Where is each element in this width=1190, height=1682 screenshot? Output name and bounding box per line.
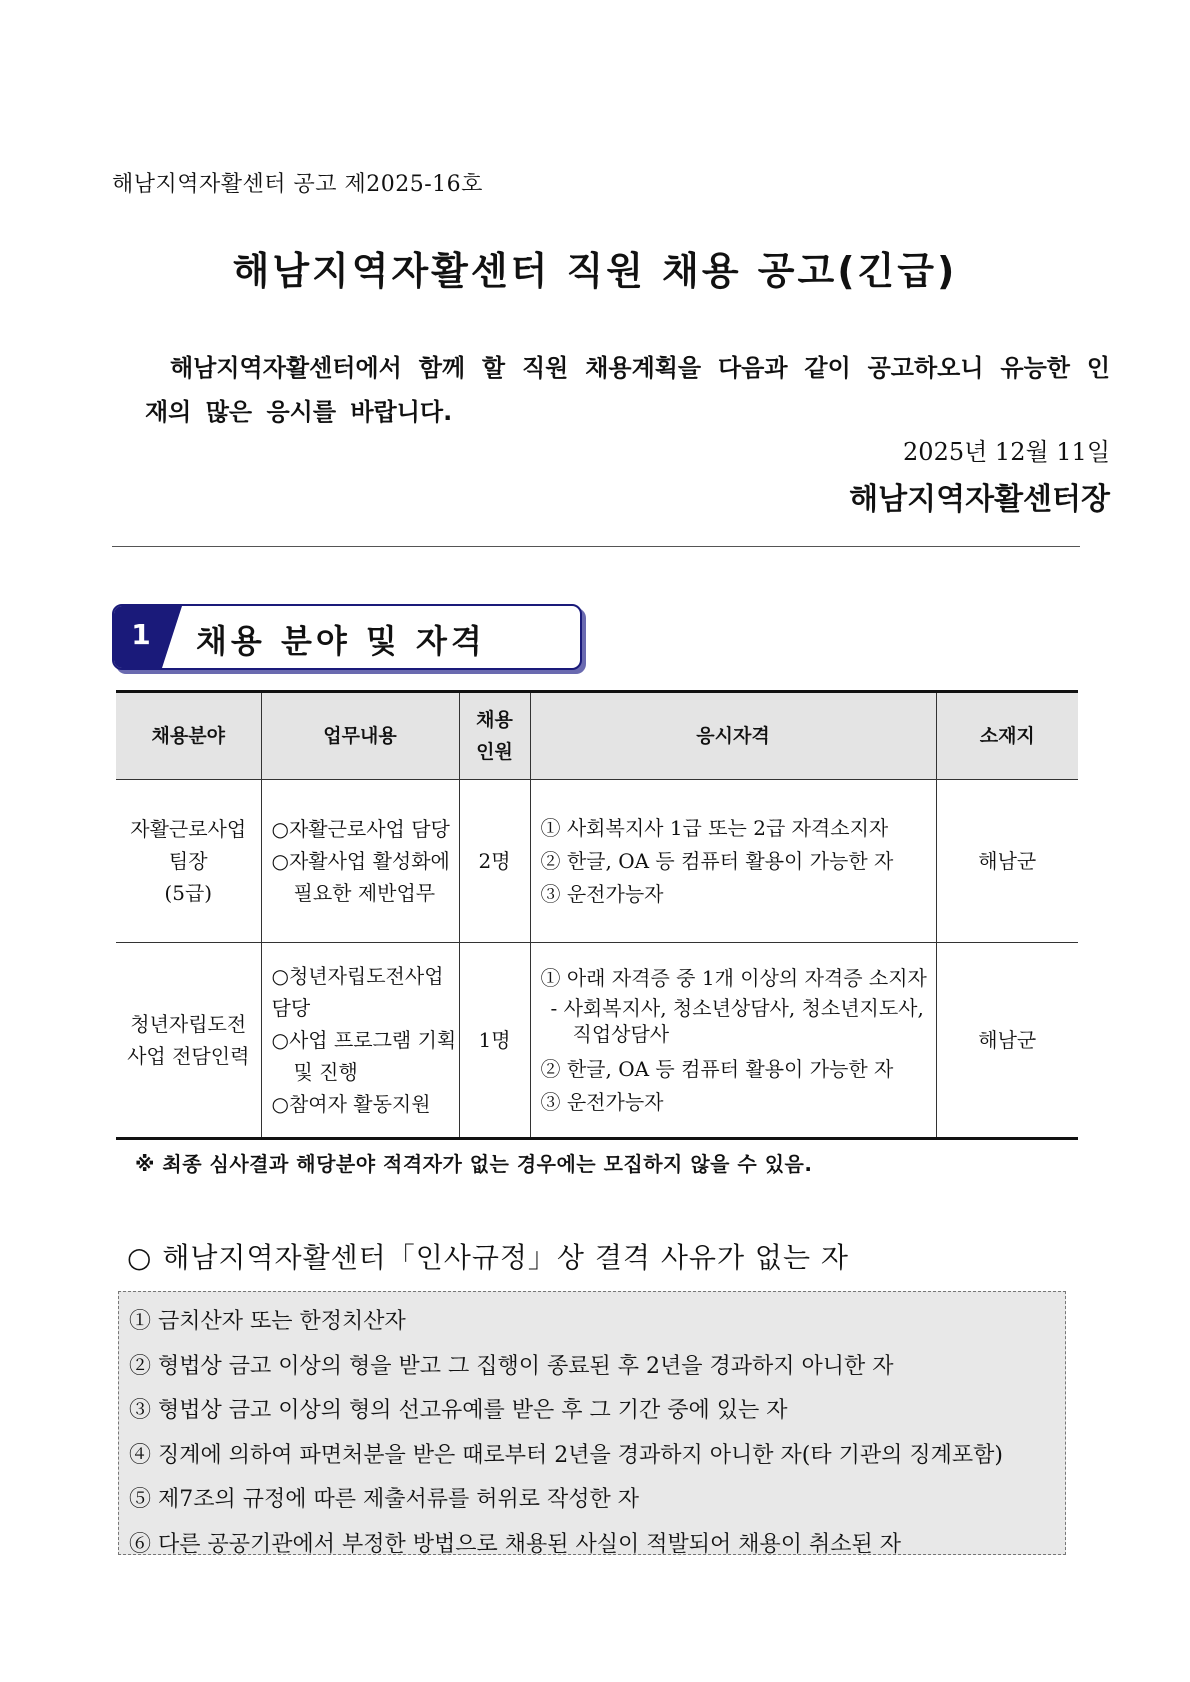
table-row: [116, 780, 1078, 943]
cell-location: 해남군: [936, 780, 1078, 943]
duty-line: ○참여자 활동지원: [271, 1092, 431, 1116]
field-line: 자활근로사업: [130, 817, 247, 841]
duty-line: 필요한 제반업무: [293, 881, 436, 905]
header-divider: [112, 546, 1080, 547]
qual-line: 직업상담사: [572, 1021, 670, 1046]
cell-location: 해남군: [936, 943, 1078, 1139]
cell-duties: [261, 780, 459, 943]
intro-paragraph: 해남지역자활센터에서 함께 할 직원 채용계획을 다음과 같이 공고하오니 유능한 인재의 많은 응시를 바랍니다.: [145, 354, 1110, 426]
field-line: (5급): [164, 881, 213, 905]
header-qualifications: 응시자격: [530, 692, 936, 780]
cell-duties: [261, 943, 459, 1139]
field-line: 사업 전담인력: [127, 1044, 250, 1068]
header-count-line1: 채용: [476, 709, 513, 731]
page-title: 해남지역자활센터 직원 채용 공고(긴급): [232, 249, 958, 293]
duty-line: ○자활근로사업 담당: [271, 817, 450, 841]
section-header: [112, 604, 582, 670]
cell-qualifications: [530, 780, 936, 943]
qual-line: ② 한글, OA 등 컴퓨터 활용이 가능한 자: [540, 1056, 894, 1081]
qual-line: - 사회복지사, 청소년상담사, 청소년지도사,: [550, 995, 924, 1020]
notice-date: 2025년 12월 11일: [903, 438, 1110, 466]
list-item: ③ 형법상 금고 이상의 형의 선고유예를 받은 후 그 기간 중에 있는 자: [129, 1398, 788, 1423]
duty-line: ○사업 프로그램 기획: [271, 1028, 457, 1052]
cell-field: [116, 780, 261, 943]
header-count-line2: 인원: [476, 741, 513, 763]
section-title: 채용 분야 및 자격: [196, 622, 486, 660]
recruitment-table: [116, 690, 1078, 1140]
section-number: 1: [131, 618, 151, 651]
table-note: ※ 최종 심사결과 해당분야 적격자가 없는 경우에는 모집하지 않을 수 있음.: [135, 1152, 813, 1176]
header-location: 소재지: [936, 692, 1078, 780]
table-row: [116, 943, 1078, 1139]
cell-qualifications: [530, 943, 936, 1139]
qual-line: ③ 운전가능자: [540, 881, 664, 906]
cell-count: 1명: [459, 943, 530, 1139]
cell-count: 2명: [459, 780, 530, 943]
qual-line: ① 사회복지사 1급 또는 2급 자격소지자: [540, 815, 889, 840]
duty-line: ○자활사업 활성화에: [271, 849, 450, 873]
list-item: ① 금치산자 또는 한정치산자: [129, 1309, 406, 1334]
disqualification-heading: ○ 해남지역자활센터「인사규정」상 결격 사유가 없는 자: [127, 1241, 849, 1274]
header-duties: 업무내용: [261, 692, 459, 780]
table-header-row: [116, 692, 1078, 780]
list-item: ⑤ 제7조의 규정에 따른 제출서류를 허위로 작성한 자: [129, 1487, 639, 1512]
field-line: 팀장: [168, 849, 208, 873]
field-line: 청년자립도전: [130, 1012, 247, 1036]
duty-line: 및 진행: [293, 1060, 358, 1084]
list-item: ⑥ 다른 공공기관에서 부정한 방법으로 채용된 사실이 적발되어 채용이 취소된 자: [129, 1531, 901, 1557]
qual-line: ② 한글, OA 등 컴퓨터 활용이 가능한 자: [540, 848, 894, 873]
qual-line: ① 아래 자격증 중 1개 이상의 자격증 소지자: [540, 965, 927, 990]
qual-line: ③ 운전가능자: [540, 1089, 664, 1114]
list-item: ④ 징계에 의하여 파면처분을 받은 때로부터 2년을 경과하지 아니한 자(타 기관의 징계포함): [129, 1442, 1003, 1468]
disqualification-box: [118, 1291, 1066, 1555]
notice-number: 해남지역자활센터 공고 제2025-16호: [112, 172, 483, 197]
header-count: [459, 692, 530, 780]
issuer-name: 해남지역자활센터장: [849, 482, 1110, 517]
cell-field: [116, 943, 261, 1139]
duty-line: ○청년자립도전사업 담당: [271, 964, 444, 1020]
list-item: ② 형법상 금고 이상의 형을 받고 그 집행이 종료된 후 2년을 경과하지 아니한 자: [129, 1353, 894, 1379]
header-field: 채용분야: [116, 692, 261, 780]
